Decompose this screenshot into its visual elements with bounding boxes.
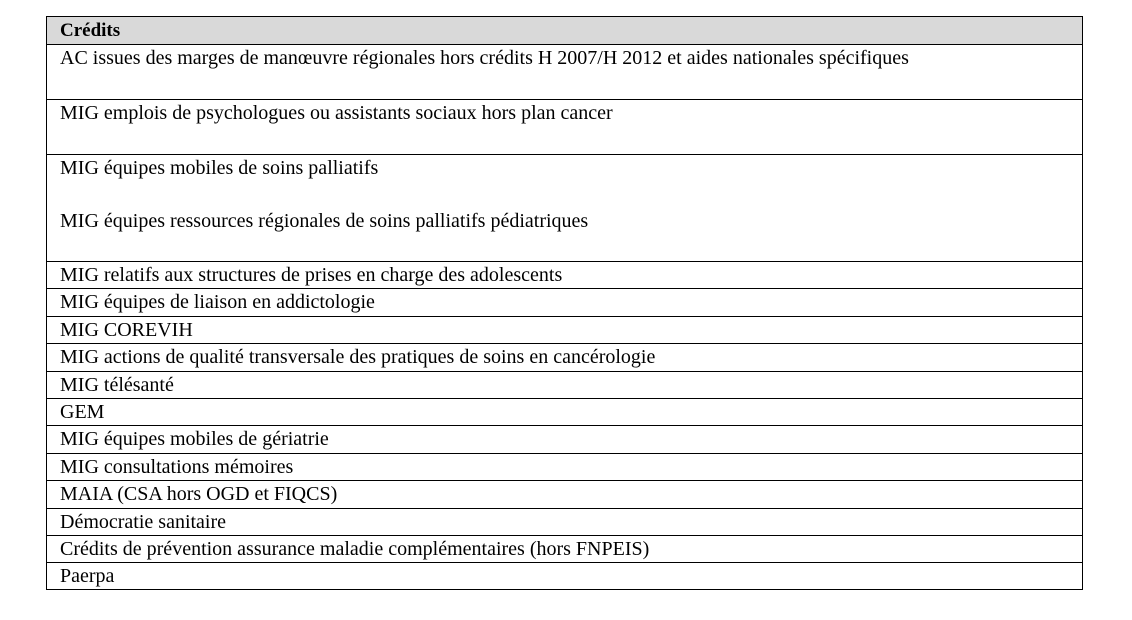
table-cell-text: MIG équipes de liaison en addictologie: [60, 291, 375, 314]
table-row: [47, 425, 1082, 452]
table-cell-text: MIG relatifs aux structures de prises en charge des adolescents: [60, 264, 563, 286]
table-row: [47, 371, 1082, 398]
table-header-credits: Crédits: [47, 16, 1082, 44]
table-row: [47, 453, 1082, 480]
table-cell-text: MIG équipes mobiles de gériatrie: [60, 428, 329, 451]
table-cell-text: MIG COREVIH: [60, 318, 193, 341]
table-cell-text: Démocratie sanitaire: [60, 510, 227, 533]
table-row: [47, 44, 1082, 99]
table-row: [47, 535, 1082, 562]
table-row: [47, 398, 1082, 425]
table-row: [47, 480, 1082, 507]
table-cell-text: MIG équipes ressources régionales de soins palliatifs pédiatriques: [60, 210, 589, 232]
table-cell-text: MIG actions de qualité transversale des pratiques de soins en cancérologie: [60, 346, 656, 369]
table-cell-text: MIG télésanté: [60, 373, 174, 396]
table-row: [47, 154, 1082, 261]
table-body: [47, 44, 1082, 590]
table-row: [47, 508, 1082, 535]
table-row: [47, 261, 1082, 288]
table-row: [47, 288, 1082, 315]
table-cell-text: GEM: [60, 400, 105, 423]
table-row: [47, 316, 1082, 343]
table-cell-text: Crédits de prévention assurance maladie complémentaires (hors FNPEIS): [60, 537, 650, 560]
table-cell-text: MIG emplois de psychologues ou assistants sociaux hors plan cancer: [60, 102, 613, 124]
credits-table: [46, 16, 1083, 590]
table-row: [47, 562, 1082, 589]
table-row: [47, 343, 1082, 370]
table-cell-text: AC issues des marges de manœuvre régionales hors crédits H 2007/H 2012 et aides nationales spécifiques: [60, 47, 909, 69]
table-cell-text: MAIA (CSA hors OGD et FIQCS): [60, 483, 338, 506]
table-row: [47, 99, 1082, 154]
table-cell-text: MIG consultations mémoires: [60, 455, 294, 478]
table-cell-text: MIG équipes mobiles de soins palliatifs: [60, 157, 379, 179]
table-cell-text: Paerpa: [60, 565, 115, 588]
